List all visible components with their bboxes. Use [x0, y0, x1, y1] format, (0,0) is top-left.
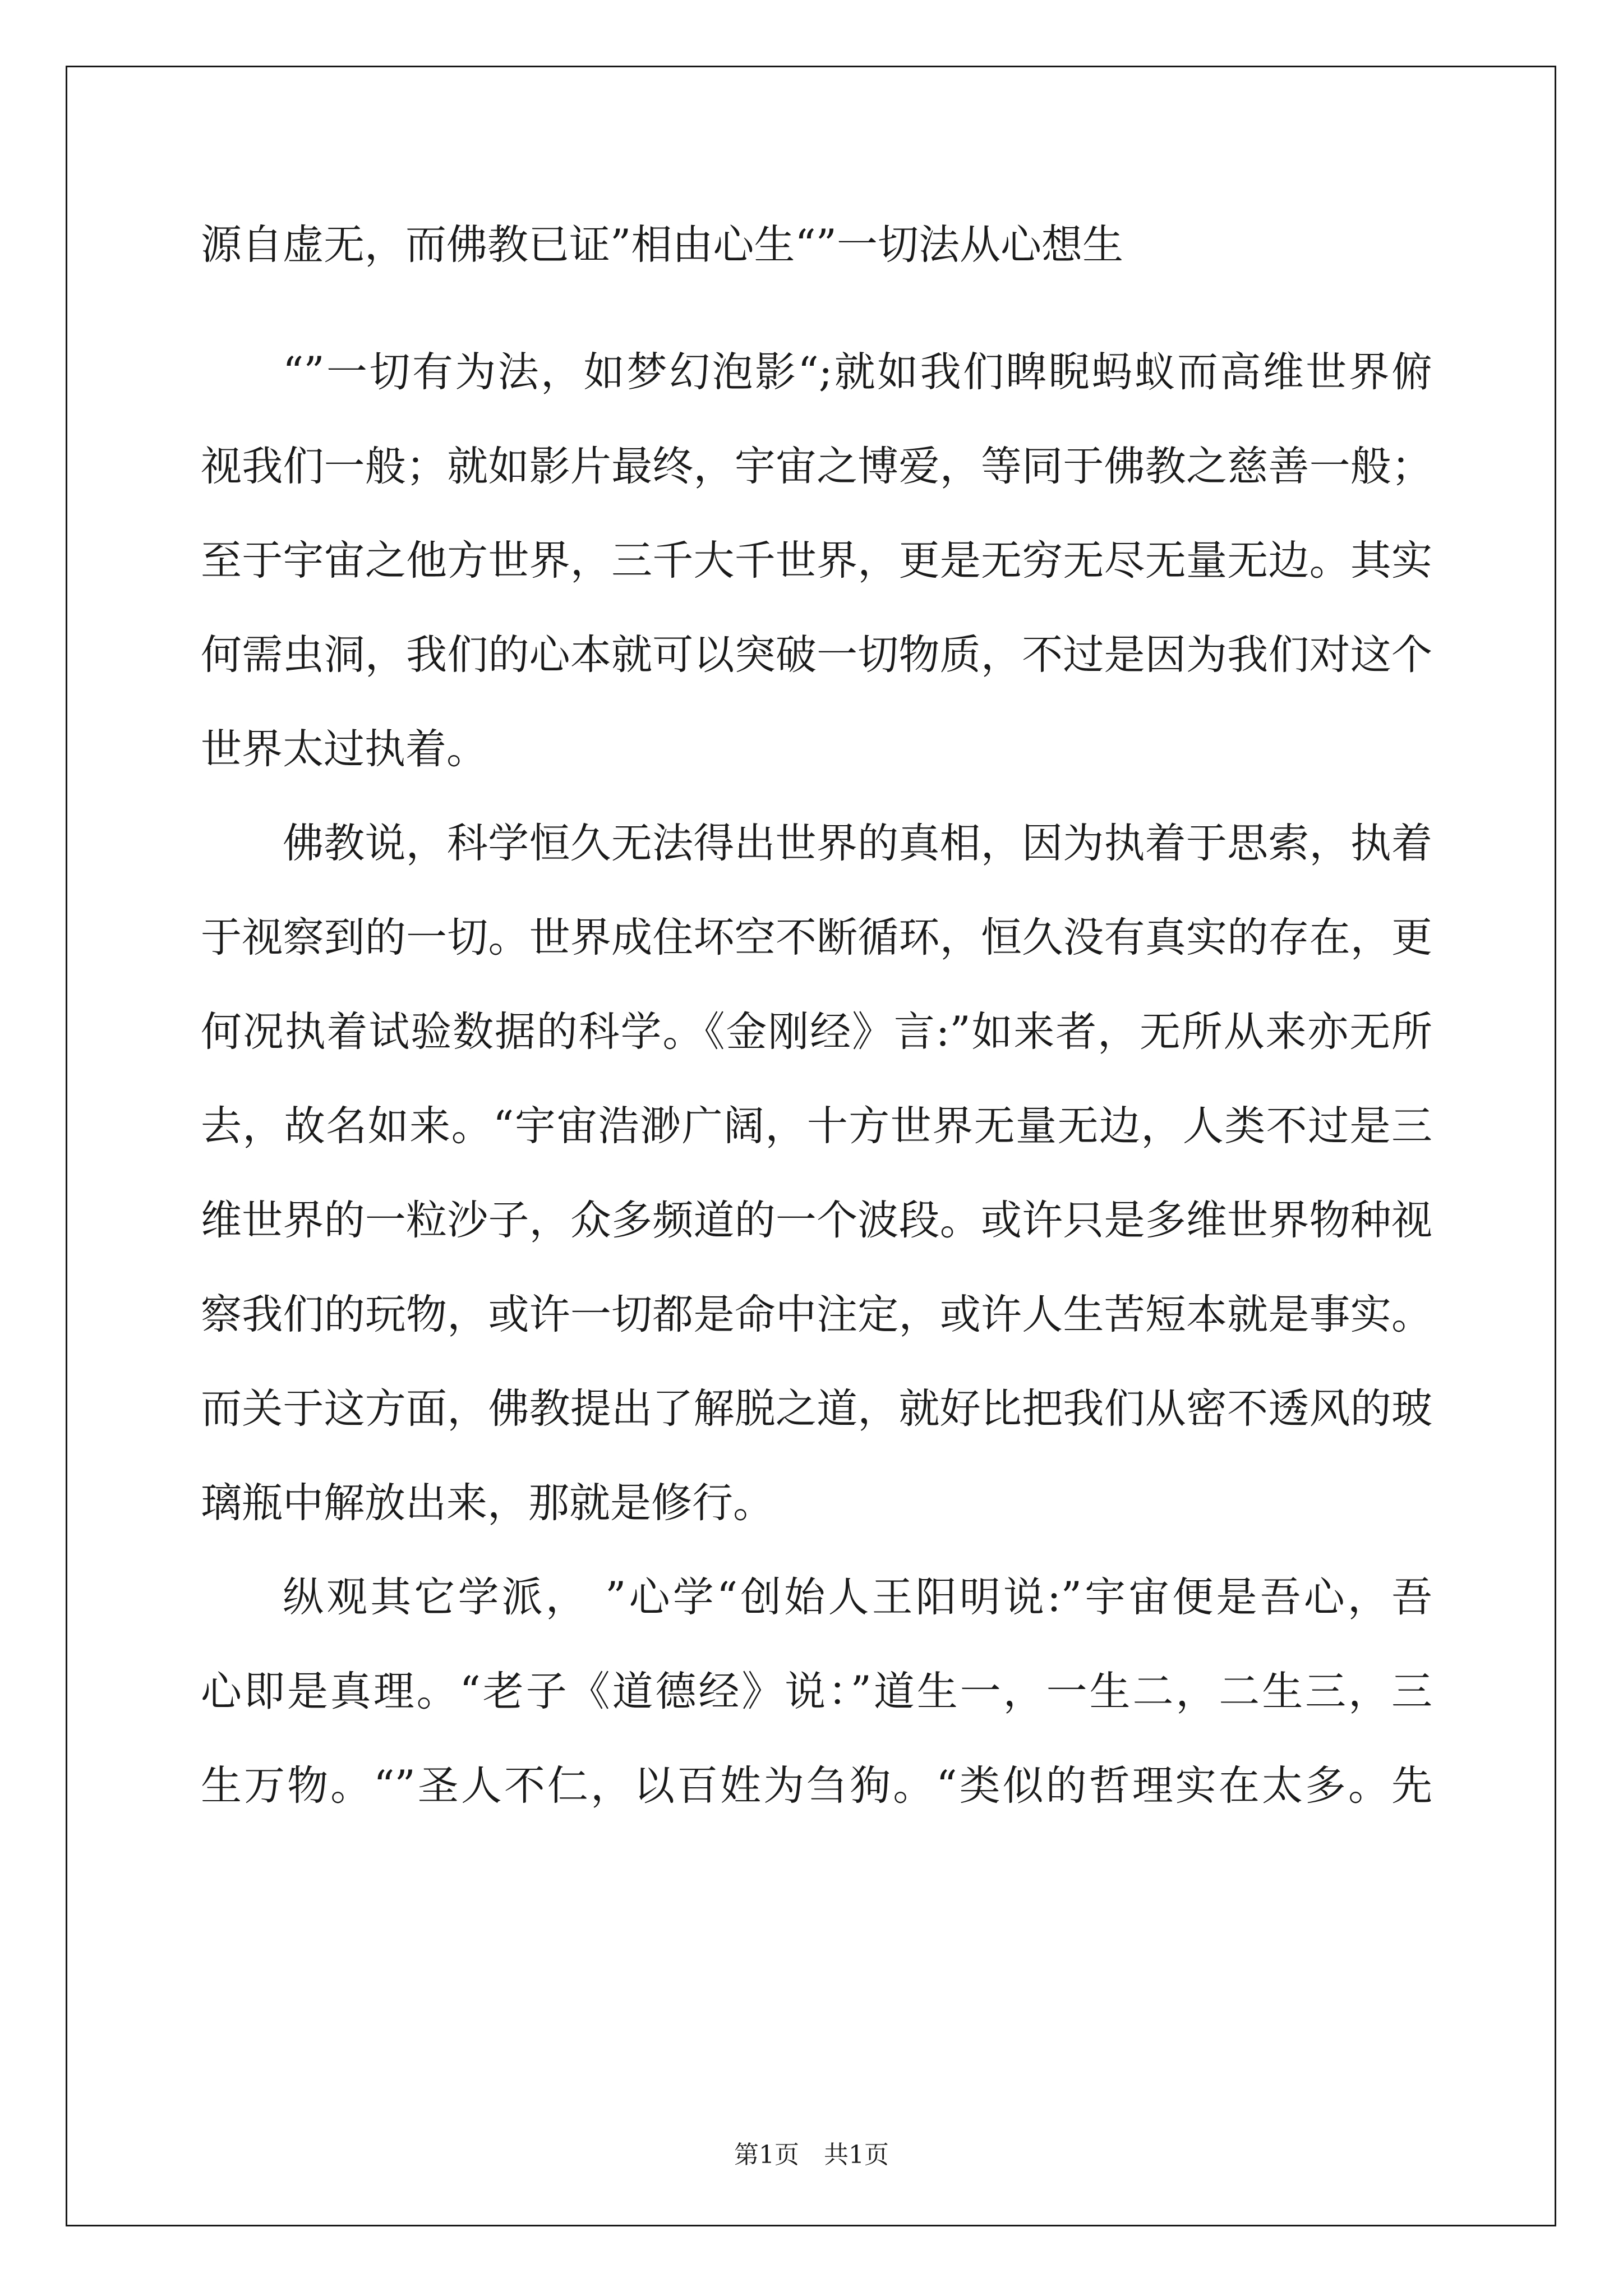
line-text: 何需虫洞，我们的心本就可以突破一切物质，不过是因为我们对这个: [201, 631, 1432, 679]
line-text: 至于宇宙之他方世界，三千大千世界，更是无穷无尽无量无边。其实: [201, 537, 1432, 585]
line-text: 于视察到的一切。世界成住坏空不断循环，恒久没有真实的存在，更: [201, 914, 1432, 961]
line-text: 去，故名如来。“宇宙浩渺广阔，十方世界无量无边，人类不过是三: [201, 1102, 1432, 1150]
line-text: “”一切有为法，如梦幻泡影“;就如我们睥睨蚂蚁而高维世界俯: [283, 348, 1432, 396]
line-text: 而关于这方面，佛教提出了解脱之道，就好比把我们从密不透风的玻: [201, 1385, 1432, 1433]
page-footer: 第1页 共1页: [734, 2141, 889, 2169]
line-text: 心即是真理。“老子《道德经》说：”道生一，一生二，二生三，三: [201, 1668, 1432, 1715]
line-text: 世界太过执着。: [201, 725, 487, 773]
line-text: 纵观其它学派， ”心学“创始人王阳明说:”宇宙便是吾心，吾: [283, 1573, 1432, 1621]
line-text: 璃瓶中解放出来，那就是修行。: [201, 1479, 774, 1527]
line-text: 何况执着试验数据的科学。《金刚经》言:”如来者，无所从来亦无所: [201, 1008, 1432, 1056]
line-text: 视我们一般；就如影片最终，宇宙之博爱，等同于佛教之慈善一般；: [201, 443, 1432, 490]
line-text: 维世界的一粒沙子，众多频道的一个波段。或许只是多维世界物种视: [201, 1197, 1432, 1244]
line-text: 佛教说，科学恒久无法得出世界的真相，因为执着于思索，执着: [283, 820, 1432, 867]
line-text: 生万物。“”圣人不仁，以百姓为刍狗。“类似的哲理实在太多。先: [201, 1762, 1432, 1810]
line-text: 察我们的玩物，或许一切都是命中注定，或许人生苦短本就是事实。: [201, 1291, 1432, 1338]
line-text: 源自虚无，而佛教已证”相由心生“”一切法从心想生: [201, 221, 1123, 269]
